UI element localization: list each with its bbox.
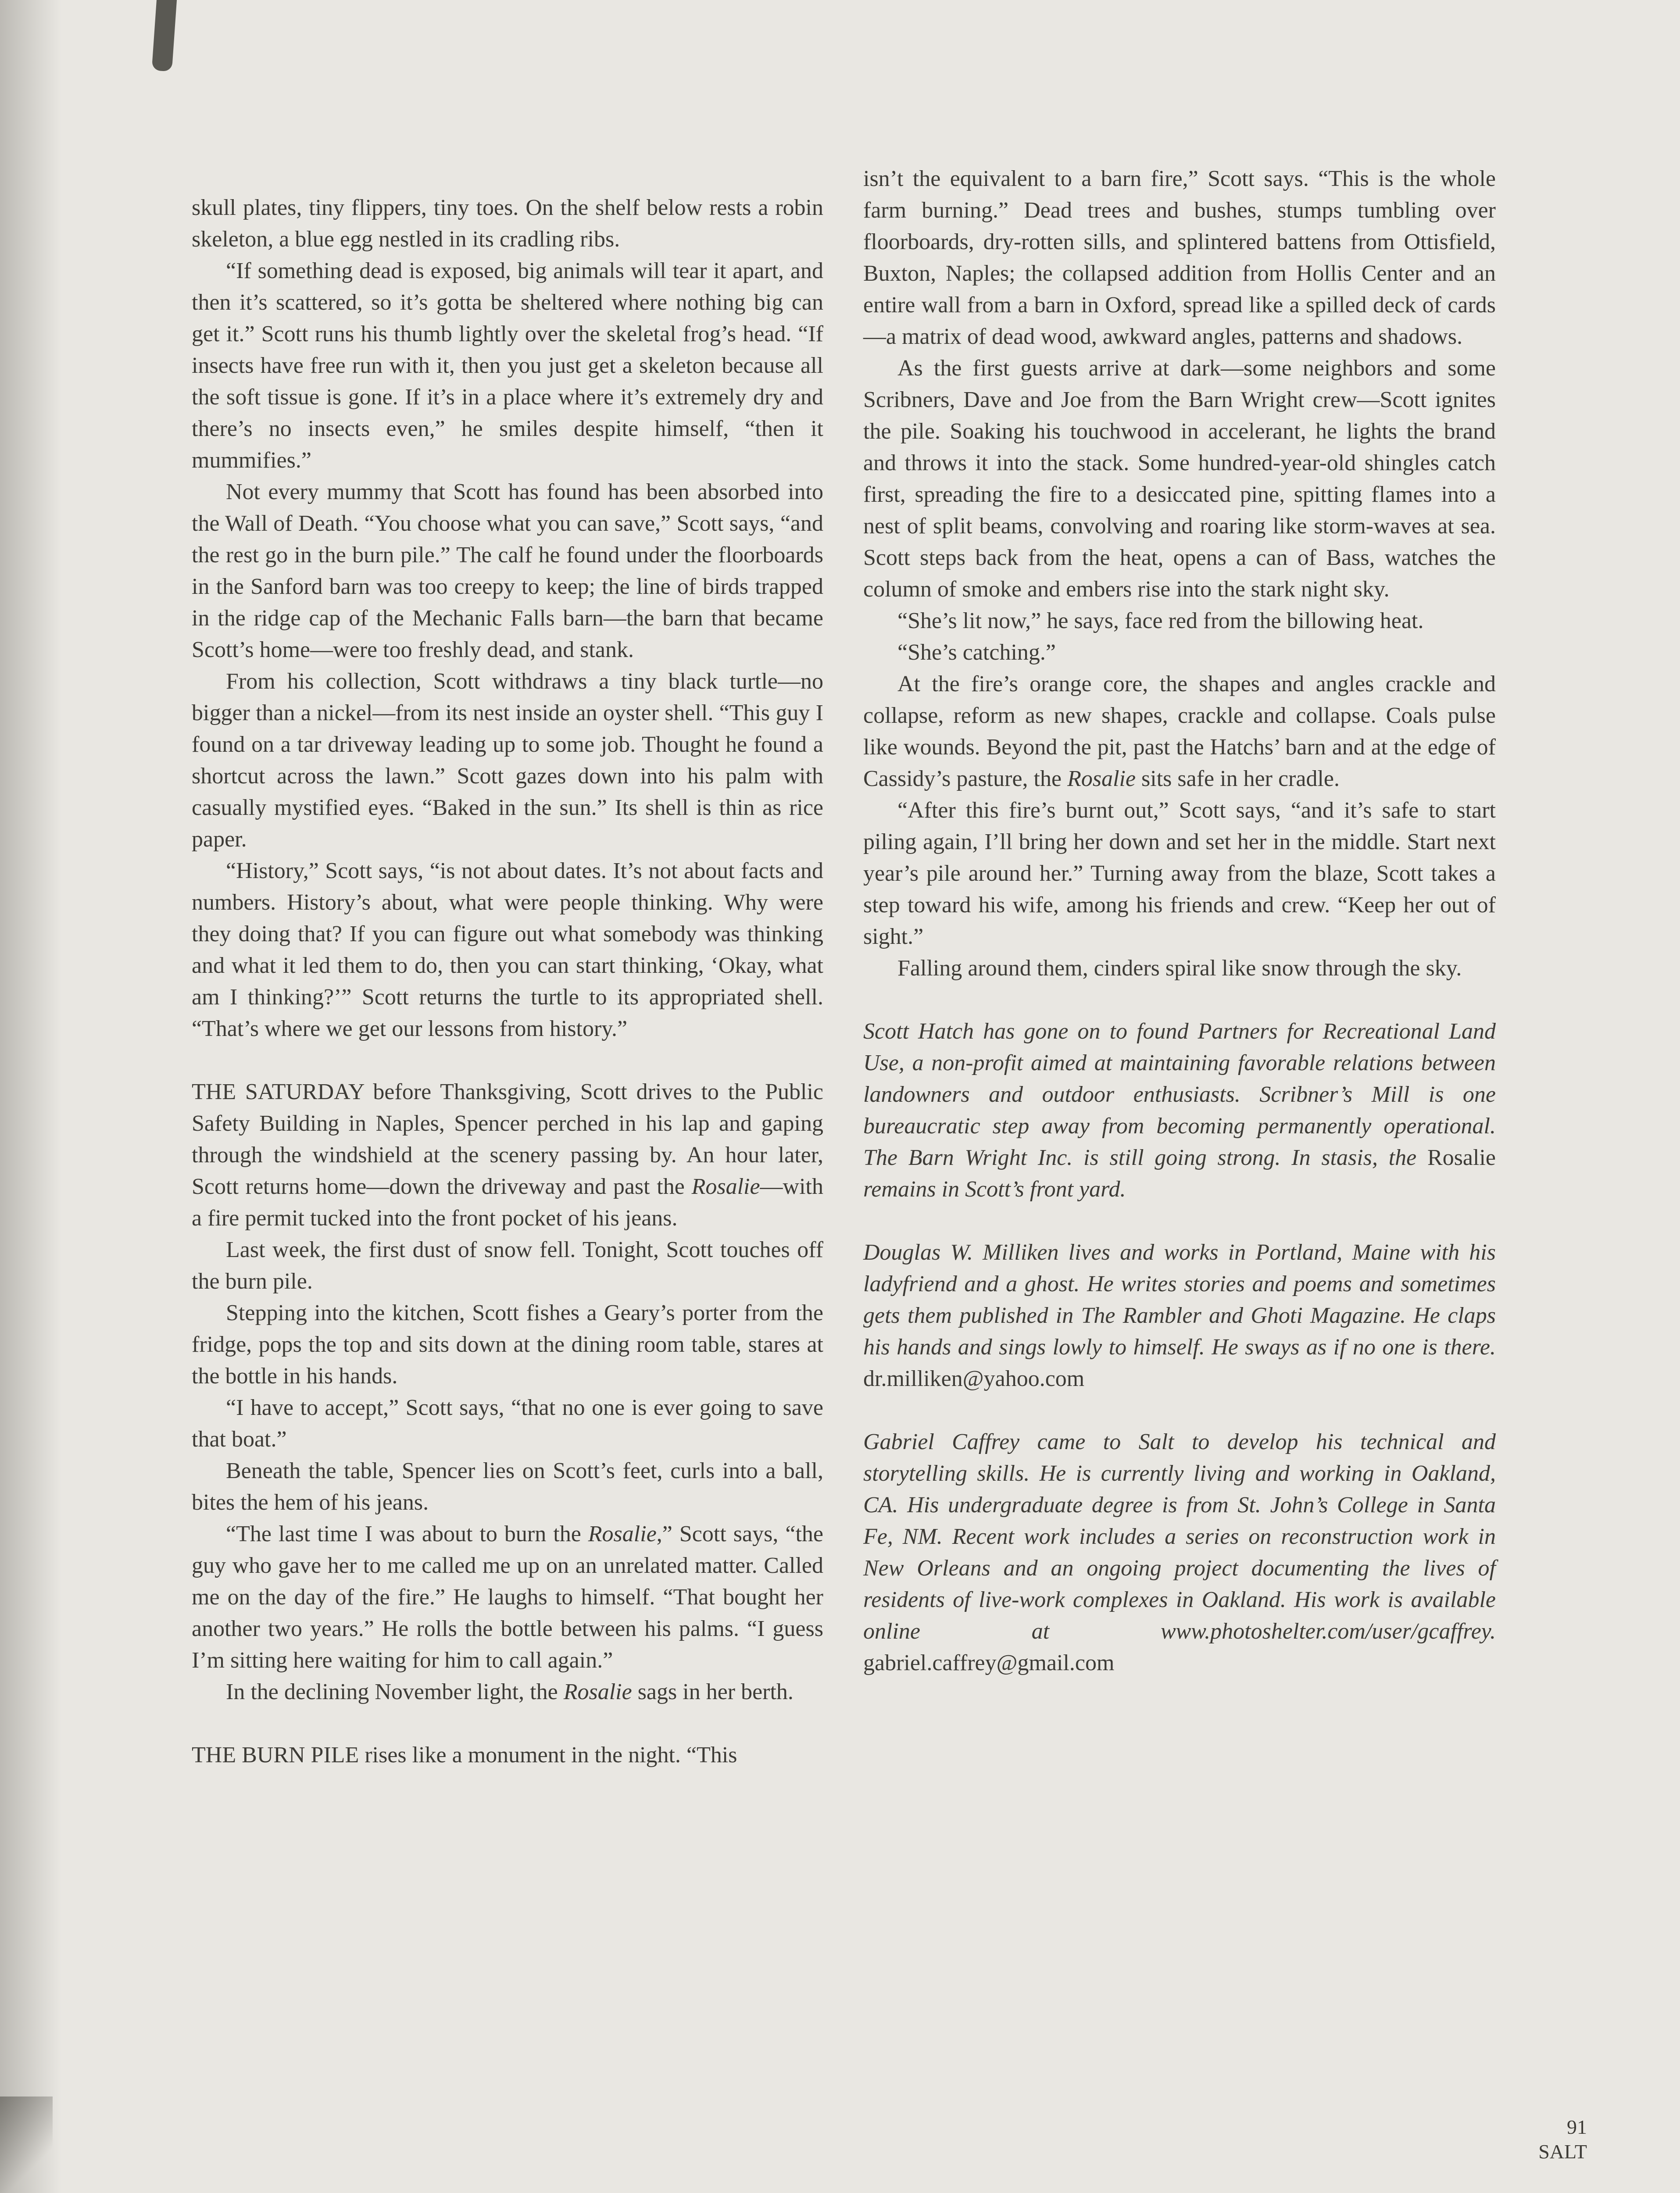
italic-text: Rosalie [691,1174,760,1199]
paragraph [863,795,1496,953]
body-text: Not every mummy that Scott has found has been absorbed into the Wall of Death. “You choose what you can save,” Scott says, “and the rest go in the burn pile.” The calf he found under the floorboards in the Sanford barn was too creepy to keep; the line of birds trapped in the ridge cap of the Mechanic Falls barn—the barn that became Scott’s home—were too freshly dead, and stank. [192,479,823,662]
body-text: sags in her berth. [632,1679,794,1704]
paragraph [192,1234,823,1297]
scan-artifact-bottom-left [0,2097,53,2193]
text-column-left [192,192,823,1771]
paragraph [192,1676,823,1708]
body-text: “If something dead is exposed, big animals will tear it apart, and then it’s scattered, so it’s gotta be sheltered where nothing big can get it.” Scott runs his thumb lightly over the skeletal frog’s head. “If insects have free run with it, then you just get a skeleton because all the soft tissue is gone. If it’s in a place where it’s extremely dry and there’s no insects even,” he smiles despite himself, “then it mummifies.” [192,258,823,473]
body-text: “The last time I was about to burn the [226,1522,588,1547]
paragraph [192,1518,823,1676]
roman-text: gabriel.caffrey@gmail.com [863,1650,1115,1675]
body-text: skull plates, tiny flippers, tiny toes. On the shelf below rests a robin skeleton, a blue egg nestled in its cradling ribs. [192,195,823,252]
body-text: ,” Scott says, “the guy who gave her to me called me up on an unrelated matter. Called me on the day of the fire.” He laughs to himself. “That bought her another two years.” He rolls the bottle between his palms. “I guess I’m sitting here waiting for him to call again.” [192,1522,823,1673]
paragraph [192,1392,823,1455]
body-text: “I have to accept,” Scott says, “that no one is ever going to save that boat.” [192,1395,823,1452]
body-text: Last week, the first dust of snow fell. Tonight, Scott touches off the burn pile. [192,1237,823,1294]
paragraph [863,353,1496,605]
body-text: Beneath the table, Spencer lies on Scott’s feet, curls into a ball, bites the hem of his jeans. [192,1458,823,1515]
body-text: Gabriel Caffrey came to Salt to develop his technical and storytelling skills. He is currently living and working in Oakland, CA. His undergraduate degree is from St. John’s College in Santa Fe, NM. Recent work includes a series on reconstruction work in New Orleans and an ongoing project documenting the lives of residents of live-work complexes in Oakland. His work is available online at www.photoshelter.com/user/gcaffrey. [863,1429,1496,1644]
body-text: “After this fire’s burnt out,” Scott says, “and it’s safe to start piling again, I’ll bring her down and set her in the middle. Start next year’s pile around her.” Turning away from the blaze, Scott takes a step toward his wife, among his friends and crew. “Keep her out of sight.” [863,798,1496,949]
magazine-title: SALT [1538,2140,1587,2163]
paragraph [192,1297,823,1392]
body-text: —with a fire permit tucked into the front pocket of his jeans. [192,1174,823,1231]
paragraph [192,1739,823,1771]
body-text: At the fire’s orange core, the shapes and angles crackle and collapse, reform as new shapes, crackle and collapse. Coals pulse like wounds. Beyond the pit, past the Hatchs’ barn and at the edge of Cassidy’s pasture, the [863,671,1496,791]
body-text: “History,” Scott says, “is not about dates. It’s not about facts and numbers. History’s about, what were people thinking. Why were they doing that? If you can figure out what somebody was thinking and what it led them to do, then you can start thinking, ‘Okay, what am I thinking?’” Scott returns the turtle to its appropriated shell. “That’s where we get our lessons from history.” [192,858,823,1041]
scan-artifact-top-left [152,0,177,71]
body-text: sits safe in her cradle. [1136,766,1340,791]
body-text: isn’t the equivalent to a barn fire,” Scott says. “This is the whole farm burning.” Dead trees and bushes, stumps tumbling over floorboards, dry-rotten sills, and splintered battens from Ottisfield, Buxton, Naples; the collapsed addition from Hollis Center and an entire wall from a barn in Oxford, spread like a spilled deck of cards—a matrix of dead wood, awkward angles, patterns and shadows. [863,166,1496,349]
paragraph [863,1426,1496,1679]
paragraph [192,1076,823,1234]
paragraph [192,192,823,255]
body-text: Scott Hatch has gone on to found Partners for Recreational Land Use, a non-profit aimed at maintaining favorable relations between landowners and outdoor enthusiasts. Scribner’s Mill is one bureaucratic step away from becoming permanently operational. The Barn Wright Inc. is still going strong. In stasis, the [863,1019,1496,1170]
body-text: THE BURN PILE rises like a monument in the night. “This [192,1743,737,1768]
roman-text: dr.milliken@yahoo.com [863,1366,1085,1391]
italic-text: Rosalie [563,1679,632,1704]
paragraph [863,1237,1496,1395]
paragraph [192,666,823,855]
scan-shadow-left-edge [0,0,61,2193]
paragraph [863,605,1496,637]
paragraph [863,668,1496,795]
paragraph [192,1455,823,1518]
body-text: THE SATURDAY before Thanksgiving, Scott drives to the Public Safety Building in Naples, Spencer perched in his lap and gaping through the windshield at the scenery passing by. An hour later, Scott returns home—down the driveway and past the [192,1079,823,1199]
text-column-right [863,163,1496,1679]
body-text: In the declining November light, the [226,1679,564,1704]
body-text: As the first guests arrive at dark—some neighbors and some Scribners, Dave and Joe from the Barn Wright crew—Scott ignites the pile. Soaking his touchwood in accelerant, he lights the brand and throws it into the stack. Some hundred-year-old shingles catch first, spreading the fire to a desiccated pine, spitting flames into a nest of split beams, convolving and roaring like storm-waves at sea. Scott steps back from the heat, opens a can of Bass, watches the column of smoke and embers rise into the stark night sky. [863,356,1496,602]
italic-text: Rosalie [588,1522,657,1547]
italic-text: Rosalie [1067,766,1136,791]
roman-text: Rosalie [1427,1145,1496,1170]
paragraph [192,255,823,476]
page-footer [1538,2115,1587,2164]
body-text: Douglas W. Milliken lives and works in Portland, Maine with his ladyfriend and a ghost. He writes stories and poems and sometimes gets them published in The Rambler and Ghoti Magazine. He claps his hands and sings lowly to himself. He sways as if no one is there. [863,1240,1496,1360]
paragraph [863,953,1496,984]
body-text: remains in Scott’s front yard. [863,1177,1126,1202]
paragraph [192,855,823,1045]
paragraph [192,476,823,666]
page-number: 91 [1567,2116,1587,2138]
body-text: “She’s catching.” [897,640,1056,665]
body-text: From his collection, Scott withdraws a tiny black turtle—no bigger than a nickel—from its nest inside an oyster shell. “This guy I found on a tar driveway leading up to some job. Thought he found a shortcut across the lawn.” Scott gazes down into his palm with casually mystified eyes. “Baked in the sun.” Its shell is thin as rice paper. [192,669,823,852]
paragraph [863,1016,1496,1205]
body-text: Falling around them, cinders spiral like snow through the sky. [897,956,1462,981]
body-text: Stepping into the kitchen, Scott fishes a Geary’s porter from the fridge, pops the top and sits down at the dining room table, stares at the bottle in his hands. [192,1300,823,1389]
body-text: “She’s lit now,” he says, face red from the billowing heat. [897,608,1424,633]
paragraph [863,637,1496,668]
paragraph [863,163,1496,353]
